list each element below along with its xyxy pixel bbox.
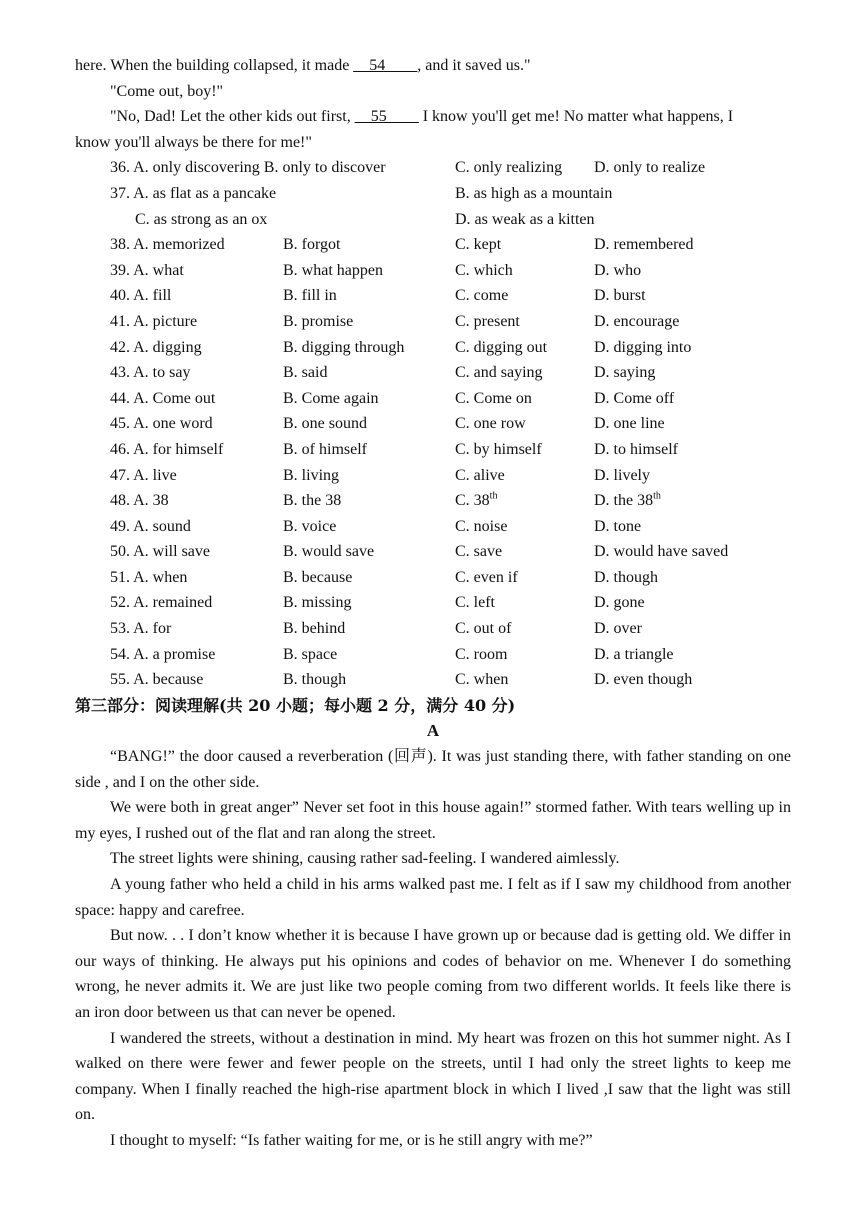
option-a: 38. A. memorized <box>110 236 225 254</box>
option-row <box>75 155 791 181</box>
option-d: D. the 38th <box>594 490 661 510</box>
option-row <box>75 386 791 412</box>
option-row <box>75 283 791 309</box>
story-text: , and it saved us." <box>417 57 531 74</box>
option-d: D. to himself <box>594 440 678 458</box>
option-d: D. who <box>594 261 642 279</box>
story-line <box>75 130 791 156</box>
option-d: D. even though <box>594 671 693 689</box>
option-row <box>75 565 791 591</box>
option-a: 55. A. because <box>110 671 204 689</box>
option-b: B. forgot <box>283 236 341 254</box>
option-a: 52. A. remained <box>110 594 213 612</box>
passage-paragraph: A young father who held a child in his arms walked past me. I felt as if I saw my childhood from another space: happy and carefree. <box>75 876 791 919</box>
option-row <box>75 335 791 361</box>
option-c: C. even if <box>455 568 518 586</box>
cloze-options <box>75 155 791 692</box>
option-d: D. burst <box>594 287 646 305</box>
option-b: B. digging through <box>283 338 405 356</box>
option-c: C. save <box>455 543 503 561</box>
option-row <box>75 181 791 207</box>
option-c: C. 38th <box>455 490 498 510</box>
option-a: 54. A. a promise <box>110 645 216 663</box>
option-a: 51. A. when <box>110 568 188 586</box>
option-row <box>75 667 791 693</box>
option-c: C. alive <box>455 466 505 484</box>
story-text: I know you'll get me! No matter what happens, I <box>418 108 734 126</box>
option-c: C. left <box>455 594 495 612</box>
option-row <box>75 590 791 616</box>
option-row <box>75 411 791 437</box>
option-c: C. one row <box>455 415 526 433</box>
exam-page <box>75 53 791 1154</box>
option-d: D. over <box>594 620 642 638</box>
option-c: C. come <box>455 287 509 305</box>
option-c: C. present <box>455 312 520 330</box>
option-row <box>75 258 791 284</box>
option-row <box>75 642 791 668</box>
option-d: D. Come off <box>594 389 675 407</box>
option-row <box>75 488 791 514</box>
option-b: B. promise <box>283 312 354 330</box>
option-row <box>75 309 791 335</box>
option-row <box>75 360 791 386</box>
passage-paragraph: The street lights were shining, causing rather sad-feeling. I wandered aimlessly. <box>110 850 620 868</box>
blank-55: __55____ <box>354 108 419 126</box>
option-b: B. what happen <box>283 261 383 279</box>
story-line <box>75 104 791 130</box>
passage-paragraph: I wandered the streets, without a destination in mind. My heart was frozen on this hot summer night. As I walked on there were fewer and fewer people on the streets, until I had only the street lights to keep me company. When I finally reached the high-rise apartment block in which I lived ,I saw that the light was still on. <box>75 1029 791 1124</box>
option-row <box>75 463 791 489</box>
option-d: D. remembered <box>594 236 694 254</box>
story-text: "No, Dad! Let the other kids out first, <box>110 108 355 126</box>
option-d: D. encourage <box>594 312 680 330</box>
story-text: "Come out, boy!" <box>110 82 224 100</box>
story-text: here. When the building collapsed, it made <box>75 57 354 74</box>
story-text: know you'll always be there for me!" <box>75 133 312 151</box>
option-c: D. as weak as a kitten <box>455 210 595 228</box>
option-a: 40. A. fill <box>110 287 172 305</box>
option-d: D. tone <box>594 517 642 535</box>
option-d: D. though <box>594 568 658 586</box>
option-a: 39. A. what <box>110 261 184 279</box>
option-b: B. voice <box>283 517 337 535</box>
option-a: 48. A. 38 <box>110 492 169 510</box>
passage-paragraph: I thought to myself: “Is father waiting for me, or is he still angry with me?” <box>110 1131 593 1149</box>
option-b: B. Come again <box>283 389 379 407</box>
option-b: B. because <box>283 568 353 586</box>
option-d: D. one line <box>594 415 665 433</box>
option-row <box>75 207 791 233</box>
option-c: C. out of <box>455 620 512 638</box>
option-c: C. only realizing <box>455 159 563 177</box>
option-a: 36. A. only discovering B. only to discover <box>110 159 386 177</box>
option-b: B. living <box>283 466 340 484</box>
option-b: B. missing <box>283 594 352 612</box>
option-a: 46. A. for himself <box>110 440 224 458</box>
option-a: C. as strong as an ox <box>135 210 268 228</box>
option-a: 50. A. will save <box>110 543 210 561</box>
option-c: C. when <box>455 671 509 689</box>
option-row <box>75 616 791 642</box>
option-b: B. of himself <box>283 440 367 458</box>
blank-54: __54____ <box>353 57 418 74</box>
option-row <box>75 437 791 463</box>
option-b: B. though <box>283 671 347 689</box>
option-b: B. space <box>283 645 338 663</box>
ordinal-suffix: th <box>653 490 661 502</box>
option-c: C. by himself <box>455 440 542 458</box>
option-b: B. one sound <box>283 415 367 433</box>
option-c: C. noise <box>455 517 508 535</box>
option-d: D. saying <box>594 364 656 382</box>
option-c: C. room <box>455 645 508 663</box>
option-c: C. and saying <box>455 364 543 382</box>
option-d: D. gone <box>594 594 645 612</box>
option-row <box>75 539 791 565</box>
option-d: D. digging into <box>594 338 692 356</box>
option-a: 53. A. for <box>110 620 172 638</box>
option-d: D. would have saved <box>594 543 729 561</box>
option-d: D. lively <box>594 466 650 484</box>
passage-letter: A <box>426 721 440 741</box>
option-a: 43. A. to say <box>110 364 191 382</box>
option-c: C. kept <box>455 236 502 254</box>
ordinal-suffix: th <box>489 490 498 502</box>
option-c: C. Come on <box>455 389 532 407</box>
option-row <box>75 514 791 540</box>
option-b: B. would save <box>283 543 375 561</box>
option-a: 42. A. digging <box>110 338 202 356</box>
option-a: 37. A. as flat as a pancake <box>110 184 277 202</box>
reading-passage <box>75 744 791 1154</box>
passage-paragraph: We were both in great anger” Never set foot in this house again!” stormed father. With tears welling up in my eyes, I rushed out of the flat and ran along the street. <box>75 799 791 842</box>
option-a: 44. A. Come out <box>110 389 216 407</box>
option-c: C. digging out <box>455 338 548 356</box>
option-b: B. the 38 <box>283 492 342 510</box>
option-a: 41. A. picture <box>110 312 198 330</box>
option-d: D. only to realize <box>594 159 706 177</box>
passage-paragraph: But now. . . I don’t know whether it is because I have grown up or because dad is getting old. We differ in our ways of thinking. He always put his opinions and codes of behavior on me. Whenever I do something wrong, he never admits it. We are just like two people coming from two different worlds. It feels like there is an iron door between us that can never be opened. <box>75 927 791 1021</box>
option-b: B. fill in <box>283 287 337 305</box>
option-d: D. a triangle <box>594 645 674 663</box>
option-a: 49. A. sound <box>110 517 191 535</box>
option-c: B. as high as a mountain <box>455 184 613 202</box>
option-c: C. which <box>455 261 513 279</box>
story-line <box>75 53 791 79</box>
option-a: 47. A. live <box>110 466 177 484</box>
option-b: B. said <box>283 364 328 382</box>
option-b: B. behind <box>283 620 346 638</box>
passage-paragraph: “BANG!” the door caused a reverberation (回声). It was just standing there, with father standing on one side , and I on the other side. <box>75 748 791 791</box>
story-line <box>75 79 791 105</box>
option-a: 45. A. one word <box>110 415 213 433</box>
section-title: 第三部分：阅读理解(共 20 小题；每小题 2 分，满分 40 分) <box>75 695 516 715</box>
option-row <box>75 232 791 258</box>
